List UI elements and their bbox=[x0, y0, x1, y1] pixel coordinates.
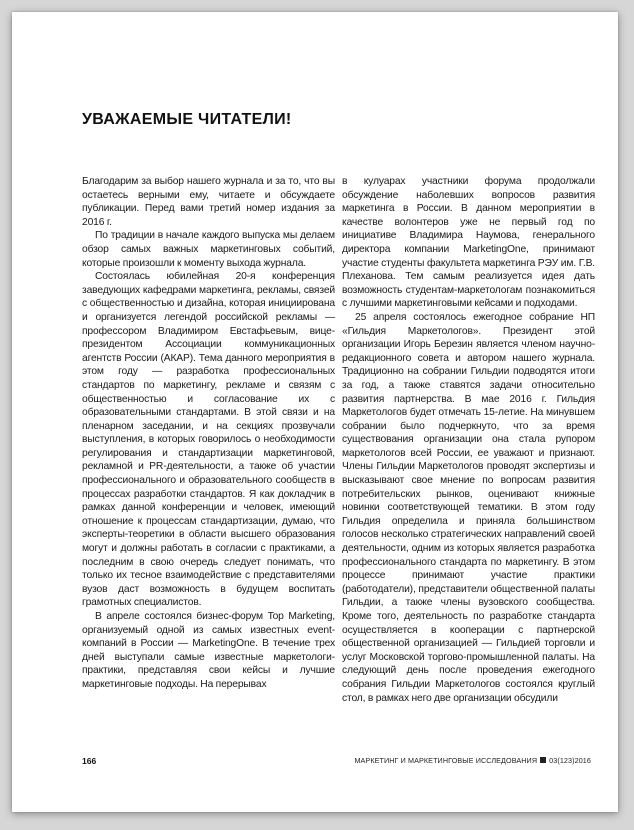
issue-number: 03(123)2016 bbox=[549, 756, 591, 765]
paragraph: 25 апреля состоялось ежегодное собрание НП «Гильдия Маркетологов». Президент этой организации Игорь Березин является членом научно-редакционного совета и автором нашего журнала. Традиционно на собрании Гильдии подводятся итоги за год, а также ставятся задачи относительно развития партнерства. В мае 2016 г. Гильдия Маркетологов будет отмечать 15-летие. На минувшем собрании было подчеркнуто, что за время существования организации она стала рупором маркетологов всей России, ее уважают и признают. Члены Гильдии Маркетологов проводят экспертизы и высказывают свое мнение по вопросам развития потребительских рынков, оценивают книжные новинки соответствующей тематики. В этом году Гильдия определила и приняла большинством голосов несколько стратегических направлений своей деятельности, одним из которых является разработка профессионального стандарта по маркетингу. В этом процессе принимают участие практики (работодатели), представители общественной палаты Гильдии, а также члены вузовского сообщества. Кроме того, деятельность по разработке стандарта осуществляется в кооперации с партнерской общественной организацией — Гильдией торговли и услуг Московской торгово-промышленной палаты. На следующий день после проведения ежегодного собрания Гильдии Маркетологов состоялся круглый стол, в рамках него две организации обсудили bbox=[342, 311, 595, 704]
paragraph: Состоялась юбилейная 20-я конференция заведующих кафедрами маркетинга, рекламы, связей с общественностью и дизайна, которая инициирована и организуется легендой российской рекламы — профессором Владимиром Евстафьевым, вице-президентом Ассоциации коммуникационных агентств России (АКАР). Тема данного мероприятия в этом году — разработка профессиональных стандартов по маркетингу, рекламе и связям с общественностью и согласование их с образовательными стандартами. В этой связи и на пленарном заседании, и на секциях прозвучали выступления, в которых говорилось о необходимости регулирования и стандартизации маркетинговой, рекламной и PR-деятельности, а также об участии профессионального и образовательного сообществ в процессах разработки стандартов. Я как докладчик в рамках данной конференции и человек, имеющий отношение к процессам стандартизации, думаю, что эксперты-теоретики в области высшего образования могут и должны работать в согласии с практиками, а последним в свою очередь следует понимать, что только их тесное взаимодействие с представителями вузов даст возможность в будущем воспитать грамотных специалистов. bbox=[82, 271, 335, 609]
journal-footer bbox=[354, 756, 591, 765]
square-bullet-icon bbox=[540, 757, 546, 763]
paragraph: Благодарим за выбор нашего журнала и за то, что вы остаетесь верными ему, читаете и обсуждаете публикации. Перед вами третий номер издания за 2016 г. bbox=[82, 176, 335, 228]
magazine-page bbox=[12, 12, 618, 812]
paragraph: В апреле состоялся бизнес-форум Top Marketing, организуемый одной из самых известных event-компаний в России — MarketingOne. В течение трех дней выступали самые известные маркетологи-практики, представляя свои кейсы и лучшие маркетинговые подходы. На перерывах bbox=[82, 611, 335, 690]
left-column bbox=[82, 175, 335, 692]
page-number: 166 bbox=[82, 756, 97, 766]
paragraph: в кулуарах участники форума продолжали обсуждение наболевших вопросов развития маркетинга в России. В данном мероприятии в качестве волонтеров уже не первый год по инициативе Владимира Наумова, генерального директора компании MarketingOne, принимают участие студенты факультета маркетинга РЭУ им. Г.В. Плеханова. Тем самым реализуется идея дать возможность студентам-маркетологам познакомиться с лучшими маркетинговыми кейсами и подходами. bbox=[342, 176, 595, 310]
page-title: УВАЖАЕМЫЕ ЧИТАТЕЛИ! bbox=[82, 111, 292, 128]
right-column bbox=[342, 175, 595, 705]
journal-name: МАРКЕТИНГ И МАРКЕТИНГОВЫЕ ИССЛЕДОВАНИЯ bbox=[354, 756, 538, 765]
paragraph: По традиции в начале каждого выпуска мы делаем обзор самых важных маркетинговых событий, которые произошли к моменту выхода журнала. bbox=[82, 230, 335, 269]
